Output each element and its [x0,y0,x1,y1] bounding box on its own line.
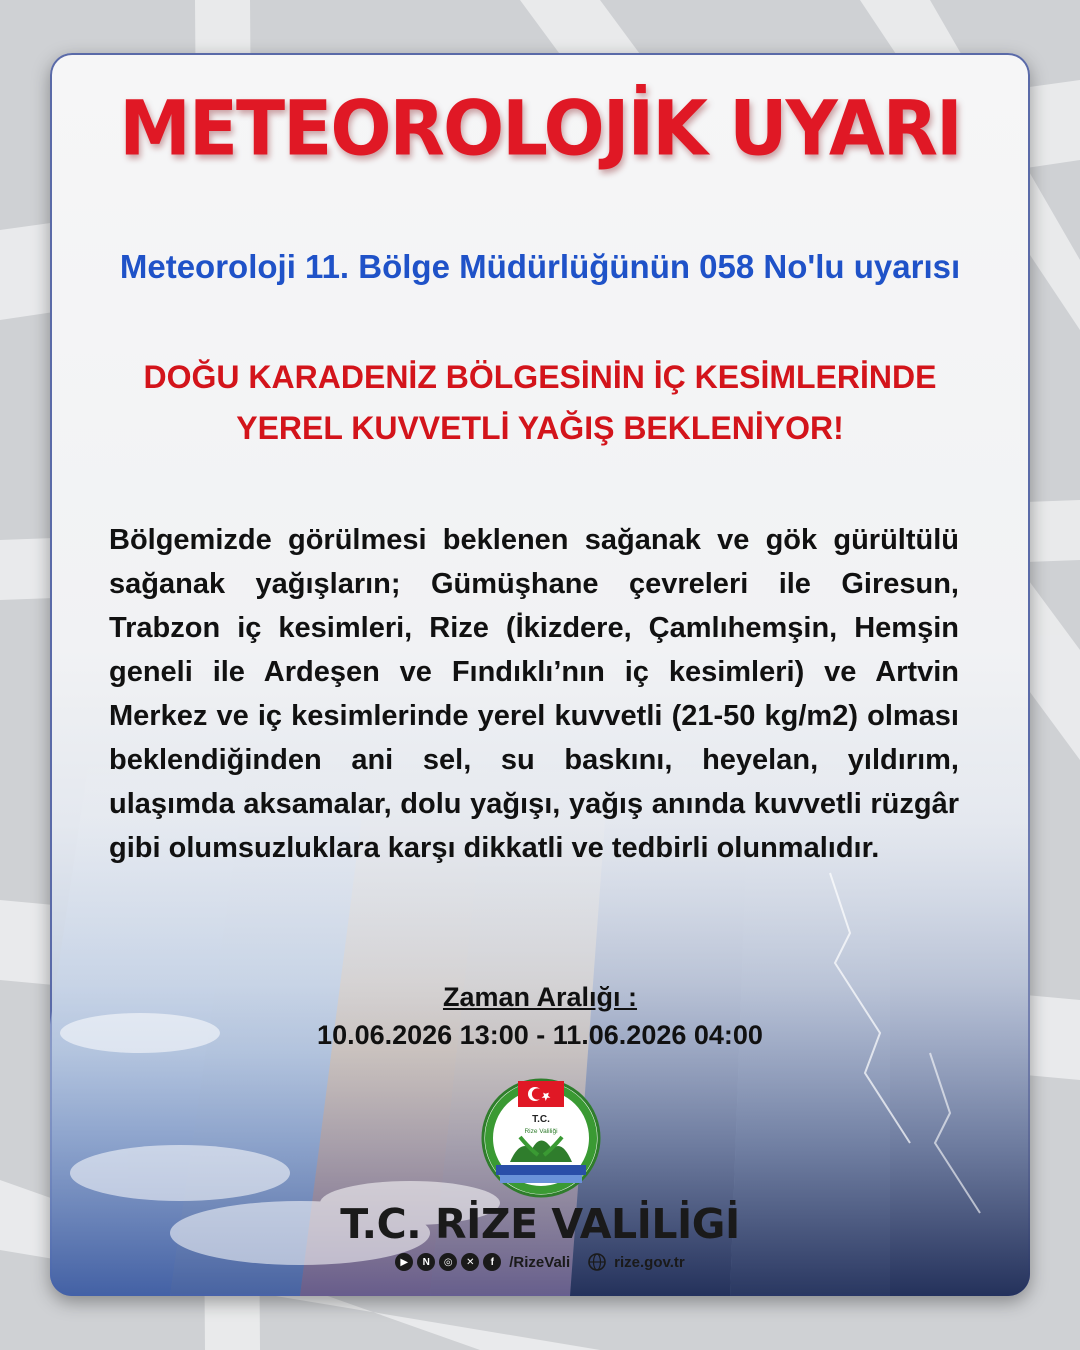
facebook-icon[interactable]: f [483,1253,501,1271]
alert-line-2: YEREL KUVVETLİ YAĞIŞ BEKLENİYOR! [236,410,844,446]
rize-valiligi-logo [480,1077,602,1199]
warning-body: Bölgemizde görülmesi beklenen sağanak ve gök gürültülü sağanak yağışların; Gümüşhane çevreleri ile Giresun, Trabzon iç kesimleri, Rize (İkizdere, Çamlıhemşin, Hemşin geneli ile Ardeşen ve Fındıklı’nın iç kesimleri) ve Artvin Merkez ve iç kesimlerinde yerel kuvvetli (21-50 kg/m2) olması beklendiğinden ani sel, su baskını, heyelan, yıldırım, ulaşımda aksamalar, dolu yağışı, yağış anında kuvvetli rüzgâr gibi olumsuzluklara karşı dikkatli ve tedbirli olunmalıdır. [109,524,959,864]
logo-text-tc: T.C. [532,1114,550,1125]
x-icon[interactable]: ✕ [461,1253,479,1271]
warning-source: Meteoroloji 11. Bölge Müdürlüğünün 058 No'lu uyarısı [119,248,961,285]
time-range-label: Zaman Aralığı : [442,982,638,1012]
social-handle[interactable]: /RizeVali [509,1253,571,1271]
page-title: METEOROLOJİK UYARI [119,83,961,173]
logo-text-name: Rize Valiliği [524,1128,558,1135]
instagram-icon[interactable]: ◎ [439,1253,457,1271]
youtube-icon[interactable]: ▶ [395,1253,413,1271]
alert-headline [0,352,1080,454]
nsosyal-icon[interactable]: N [417,1253,435,1271]
website-link[interactable]: rize.gov.tr [614,1253,685,1271]
social-footer [0,1253,1080,1271]
globe-icon [588,1253,606,1271]
alert-line-1: DOĞU KARADENİZ BÖLGESİNİN İÇ KESİMLERİNDE [143,359,937,395]
organization-name: T.C. RİZE VALİLİGİ [340,1200,740,1248]
time-range-value: 10.06.2026 13:00 - 11.06.2026 04:00 [317,1020,763,1050]
